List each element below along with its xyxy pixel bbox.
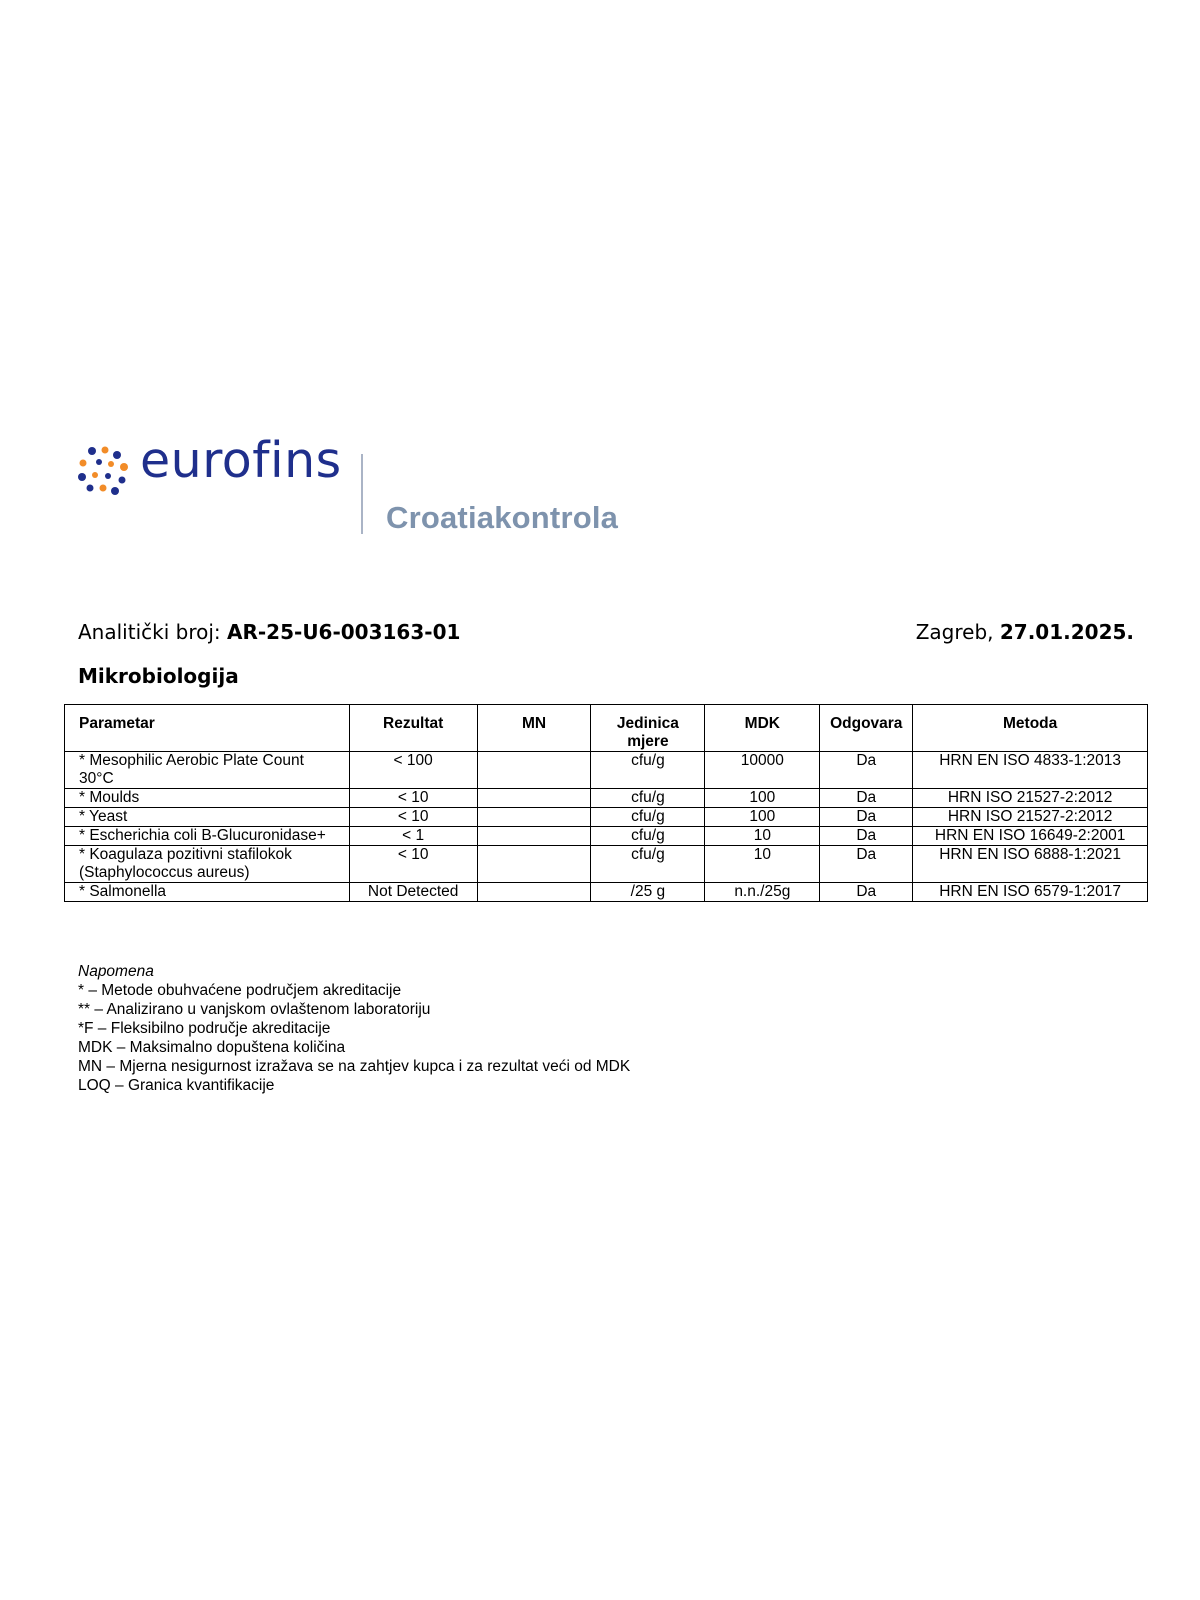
note-line: ** – Analizirano u vanjskom ovlaštenom laboratoriju (78, 1001, 431, 1018)
cell-jedinica: cfu/g (591, 752, 705, 789)
cell-rezultat: < 10 (349, 846, 477, 883)
place-label: Zagreb, (915, 620, 994, 644)
cell-rezultat: Not Detected (349, 883, 477, 902)
logo-divider (361, 454, 363, 534)
cell-jedinica: /25 g (591, 883, 705, 902)
cell-rezultat: < 10 (349, 789, 477, 808)
cell-parametar: * Salmonella (65, 883, 350, 902)
cell-metoda: HRN ISO 21527-2:2012 (913, 789, 1148, 808)
document-date: 27.01.2025. (999, 620, 1134, 644)
cell-mdk: 10 (705, 846, 820, 883)
note-line: *F – Fleksibilno područje akreditacije (78, 1020, 331, 1037)
table-row (65, 827, 1148, 846)
eurofins-dots-logo-icon (78, 446, 130, 498)
section-title: Mikrobiologija (78, 664, 239, 688)
column-header-mn: MN (477, 705, 591, 752)
cell-odgovara: Da (820, 827, 913, 846)
place-date-line (916, 622, 1134, 642)
table-row (65, 789, 1148, 808)
cell-odgovara: Da (820, 883, 913, 902)
cell-mdk: 100 (705, 789, 820, 808)
column-header-parametar: Parametar (65, 705, 350, 752)
cell-mn (477, 752, 591, 789)
cell-mdk: n.n./25g (705, 883, 820, 902)
cell-parametar: * Yeast (65, 808, 350, 827)
cell-mn (477, 846, 591, 883)
cell-rezultat: < 1 (349, 827, 477, 846)
cell-metoda: HRN EN ISO 6888-1:2021 (913, 846, 1148, 883)
cell-metoda: HRN EN ISO 4833-1:2013 (913, 752, 1148, 789)
table-row (65, 752, 1148, 789)
cell-jedinica: cfu/g (591, 808, 705, 827)
cell-odgovara: Da (820, 789, 913, 808)
cell-metoda: HRN EN ISO 16649-2:2001 (913, 827, 1148, 846)
cell-rezultat: < 100 (349, 752, 477, 789)
note-line: MN – Mjerna nesigurnost izražava se na zahtjev kupca i za rezultat veći od MDK (78, 1058, 631, 1075)
cell-mdk: 10000 (705, 752, 820, 789)
table-row (65, 883, 1148, 902)
column-header-mdk: MDK (705, 705, 820, 752)
column-header-odgovara: Odgovara (820, 705, 913, 752)
cell-metoda: HRN ISO 21527-2:2012 (913, 808, 1148, 827)
cell-parametar-line1: * Mesophilic Aerobic Plate Count (79, 752, 304, 769)
note-line: LOQ – Granica kvantifikacije (78, 1077, 275, 1094)
column-header-jedinica-line1: Jedinica (616, 715, 679, 732)
table-row (65, 846, 1148, 883)
cell-odgovara: Da (820, 808, 913, 827)
cell-parametar: * Escherichia coli B-Glucuronidase+ (65, 827, 350, 846)
table-row (65, 808, 1148, 827)
cell-mdk: 100 (705, 808, 820, 827)
cell-parametar-line1: * Koagulaza pozitivni stafilokok (79, 846, 292, 863)
note-line: MDK – Maksimalno dopuštena količina (78, 1039, 346, 1056)
notes-section (78, 962, 630, 1095)
logo-subbrand: Croatiakontrola (386, 500, 619, 535)
analytical-number-line (78, 622, 460, 642)
cell-parametar (65, 752, 350, 789)
column-header-metoda: Metoda (913, 705, 1148, 752)
cell-mn (477, 789, 591, 808)
cell-parametar (65, 846, 350, 883)
cell-mn (477, 827, 591, 846)
logo-wordmark: eurofins (140, 432, 342, 489)
note-line: * – Metode obuhvaćene područjem akreditacije (78, 982, 402, 999)
column-header-jedinica-line2: mjere (627, 733, 669, 750)
column-header-rezultat: Rezultat (349, 705, 477, 752)
table-header-row (65, 705, 1148, 752)
cell-parametar-line2: (Staphylococcus aureus) (79, 864, 250, 881)
notes-title: Napomena (78, 963, 154, 980)
company-logo (78, 432, 638, 542)
cell-jedinica: cfu/g (591, 846, 705, 883)
analytical-number-value: AR-25-U6-003163-01 (227, 620, 461, 644)
cell-mn (477, 883, 591, 902)
cell-parametar: * Moulds (65, 789, 350, 808)
cell-odgovara: Da (820, 846, 913, 883)
column-header-jedinica (591, 705, 705, 752)
cell-jedinica: cfu/g (591, 827, 705, 846)
cell-mdk: 10 (705, 827, 820, 846)
cell-odgovara: Da (820, 752, 913, 789)
results-table (64, 704, 1148, 902)
cell-mn (477, 808, 591, 827)
analytical-number-label: Analitički broj: (78, 620, 221, 644)
cell-rezultat: < 10 (349, 808, 477, 827)
cell-parametar-line2: 30°C (79, 770, 114, 787)
cell-jedinica: cfu/g (591, 789, 705, 808)
cell-metoda: HRN EN ISO 6579-1:2017 (913, 883, 1148, 902)
